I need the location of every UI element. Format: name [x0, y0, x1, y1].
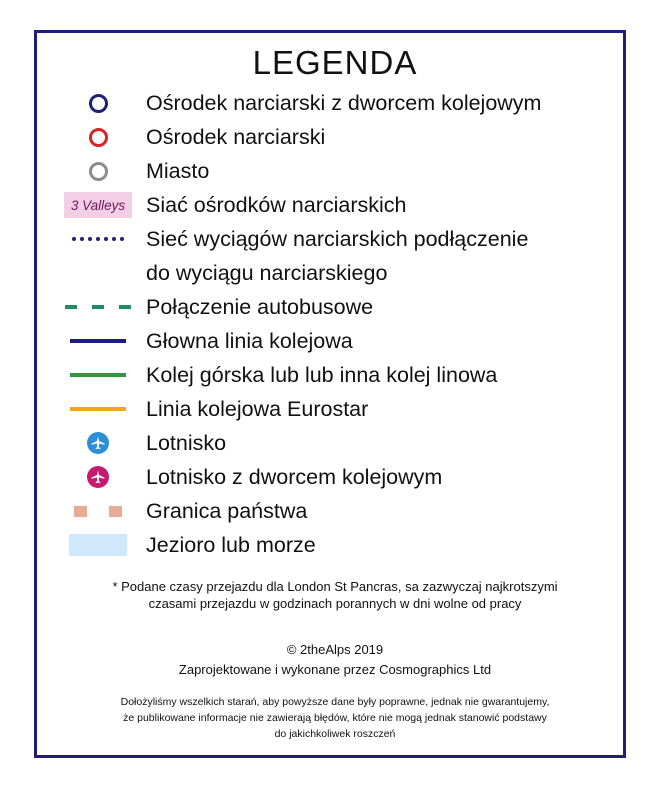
- airport-icon: [87, 432, 109, 454]
- legend-item-label: Jezioro lub morze: [146, 533, 316, 557]
- disclaimer-line2: że publikowane informacje nie zawierają błędów, które nie mogą jednak stanowić podstawy: [123, 712, 547, 724]
- legend-item-label-line2: do wyciągu narciarskiego: [146, 261, 388, 285]
- legend-item-town: [0, 154, 670, 188]
- legend-item-label: Ośrodek narciarski: [146, 125, 326, 149]
- legend-item-lift-network: [0, 222, 670, 290]
- border-icon: [74, 506, 122, 517]
- legend-item-airport: [0, 426, 670, 460]
- navy-ring-icon: [89, 94, 108, 113]
- legend-item-label: Sieć wyciągów narciarskich podłączenie: [146, 227, 529, 251]
- legend-item-state-border: [0, 494, 670, 528]
- red-ring-icon: [89, 128, 108, 147]
- dashed-line-icon: [65, 305, 131, 309]
- legend-item-label: Lotnisko: [146, 431, 227, 455]
- designer-credit: Zaprojektowane i wykonane przez Cosmographics Ltd: [178, 662, 492, 677]
- copyright: © 2theAlps 2019: [286, 642, 384, 657]
- legend-item-main-railway: [0, 324, 670, 358]
- legend-item-label: Lotnisko z dworcem kolejowym: [146, 465, 443, 489]
- disclaimer-line3: do jakichkoliwek roszczeń: [274, 728, 396, 740]
- footnote: [0, 578, 670, 612]
- legend-title: LEGENDA: [252, 44, 418, 81]
- credits: [0, 640, 670, 680]
- legend-item-lake-or-sea: [0, 528, 670, 562]
- legend-item-eurostar: [0, 392, 670, 426]
- legend-item-label: Linia kolejowa Eurostar: [146, 397, 369, 421]
- legend-item-ski-resort: [0, 120, 670, 154]
- footnote-line1: * Podane czasy przejazdu dla London St Pancras, sa zazwyczaj najkrotszymi: [112, 579, 558, 594]
- disclaimer: [0, 694, 670, 742]
- legend-item-label: Ośrodek narciarski z dworcem kolejowym: [146, 91, 542, 115]
- legend-item-ski-resort-with-station: [0, 86, 670, 120]
- legend-item-mountain-railway: [0, 358, 670, 392]
- legend-item-label: Granica państwa: [146, 499, 308, 523]
- legend-item-ski-area-network: [0, 188, 670, 222]
- legend-item-label: Miasto: [146, 159, 210, 183]
- dotted-line-icon: [72, 237, 124, 241]
- airport-station-icon: [87, 466, 109, 488]
- orange-line-icon: [70, 407, 126, 411]
- green-line-icon: [70, 373, 126, 377]
- legend-item-label: Kolej górska lub lub inna kolej linowa: [146, 363, 498, 387]
- legend-item-airport-with-station: [0, 460, 670, 494]
- lake-swatch: [69, 534, 127, 556]
- ski-area-network-swatch: 3 Valleys: [64, 192, 132, 218]
- legend-item-label: Siać ośrodków narciarskich: [146, 193, 407, 217]
- disclaimer-line1: Dołożyliśmy wszelkich starań, aby powyższe dane były poprawne, jednak nie gwarantujemy,: [120, 696, 550, 708]
- legend-item-label: Głowna linia kolejowa: [146, 329, 353, 353]
- legend-item-label: Połączenie autobusowe: [146, 295, 374, 319]
- legend-item-bus-connection: [0, 290, 670, 324]
- navy-line-icon: [70, 339, 126, 343]
- footnote-line2: czasami przejazdu w godzinach porannych w dni wolne od pracy: [148, 596, 522, 611]
- gray-ring-icon: [89, 162, 108, 181]
